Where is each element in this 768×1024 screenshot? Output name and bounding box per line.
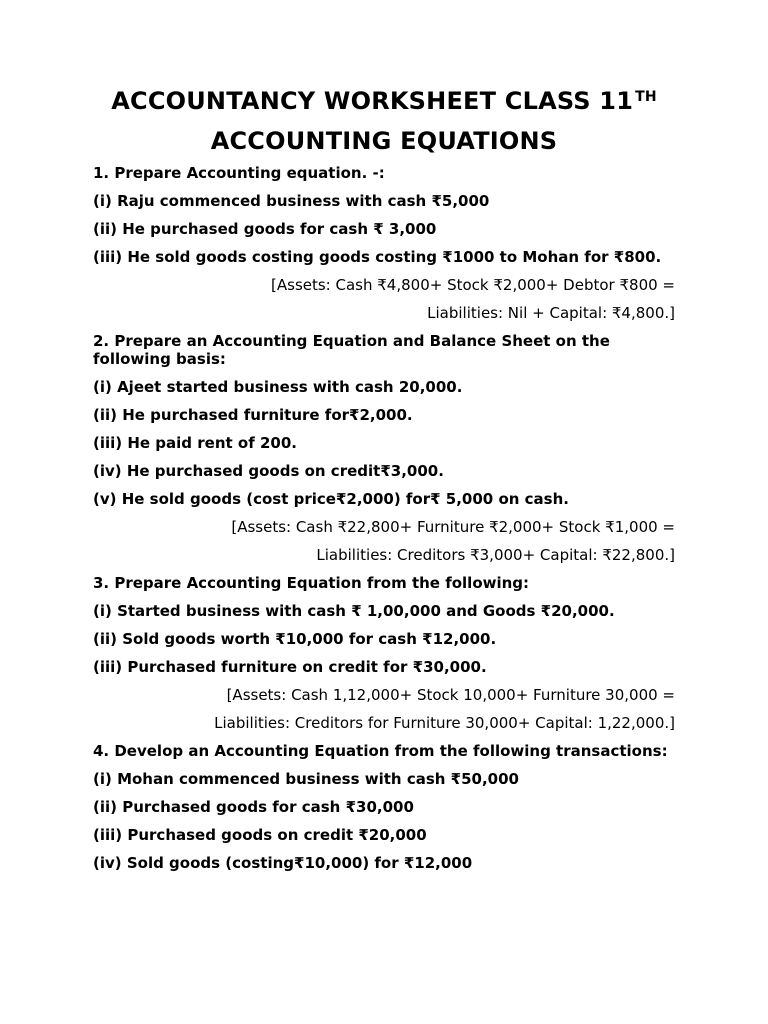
answer-line: [Assets: Cash 1,12,000+ Stock 10,000+ Furniture 30,000 = (226, 686, 675, 704)
question-item: (i) Mohan commenced business with cash ₹50,000 (93, 770, 519, 788)
worksheet-subtitle: ACCOUNTING EQUATIONS (210, 127, 558, 155)
question-item: (iii) Purchased furniture on credit for ₹30,000. (93, 658, 487, 676)
question-item: (ii) Purchased goods for cash ₹30,000 (93, 798, 414, 816)
question-item: (i) Ajeet started business with cash 20,000. (93, 378, 463, 396)
question-item: (iii) He sold goods costing goods costing ₹1000 to Mohan for ₹800. (93, 248, 662, 266)
question-item: (ii) He purchased furniture for₹2,000. (93, 406, 413, 424)
question-item: (ii) He purchased goods for cash ₹ 3,000 (93, 220, 437, 238)
title-superscript: TH (635, 89, 657, 105)
question-item: (i) Started business with cash ₹ 1,00,000 and Goods ₹20,000. (93, 602, 615, 620)
question-4 (93, 742, 675, 872)
question-heading: 4. Develop an Accounting Equation from the following transactions: (93, 742, 668, 760)
question-heading: 3. Prepare Accounting Equation from the following: (93, 574, 530, 592)
question-item: (ii) Sold goods worth ₹10,000 for cash ₹12,000. (93, 630, 497, 648)
worksheet-page (93, 86, 675, 882)
worksheet-title (93, 86, 675, 116)
answer-line: [Assets: Cash ₹4,800+ Stock ₹2,000+ Debtor ₹800 = (271, 276, 675, 294)
answer-line: Liabilities: Creditors for Furniture 30,000+ Capital: 1,22,000.] (214, 714, 675, 732)
question-item: (iii) Purchased goods on credit ₹20,000 (93, 826, 427, 844)
question-3 (93, 574, 675, 732)
answer-line: Liabilities: Nil + Capital: ₹4,800.] (427, 304, 675, 322)
question-heading: 2. Prepare an Accounting Equation and Balance Sheet on the following basis: (93, 332, 610, 368)
question-item: (i) Raju commenced business with cash ₹5,000 (93, 192, 490, 210)
title-text: ACCOUNTANCY WORKSHEET CLASS 11 (111, 87, 634, 115)
answer-line: [Assets: Cash ₹22,800+ Furniture ₹2,000+ Stock ₹1,000 = (231, 518, 675, 536)
question-item: (iv) Sold goods (costing₹10,000) for ₹12,000 (93, 854, 473, 872)
question-heading: 1. Prepare Accounting equation. -: (93, 164, 385, 182)
question-item: (v) He sold goods (cost price₹2,000) for₹ 5,000 on cash. (93, 490, 569, 508)
question-2 (93, 332, 675, 564)
question-item: (iv) He purchased goods on credit₹3,000. (93, 462, 444, 480)
answer-line: Liabilities: Creditors ₹3,000+ Capital: ₹22,800.] (316, 546, 675, 564)
question-item: (iii) He paid rent of 200. (93, 434, 297, 452)
question-1 (93, 164, 675, 322)
